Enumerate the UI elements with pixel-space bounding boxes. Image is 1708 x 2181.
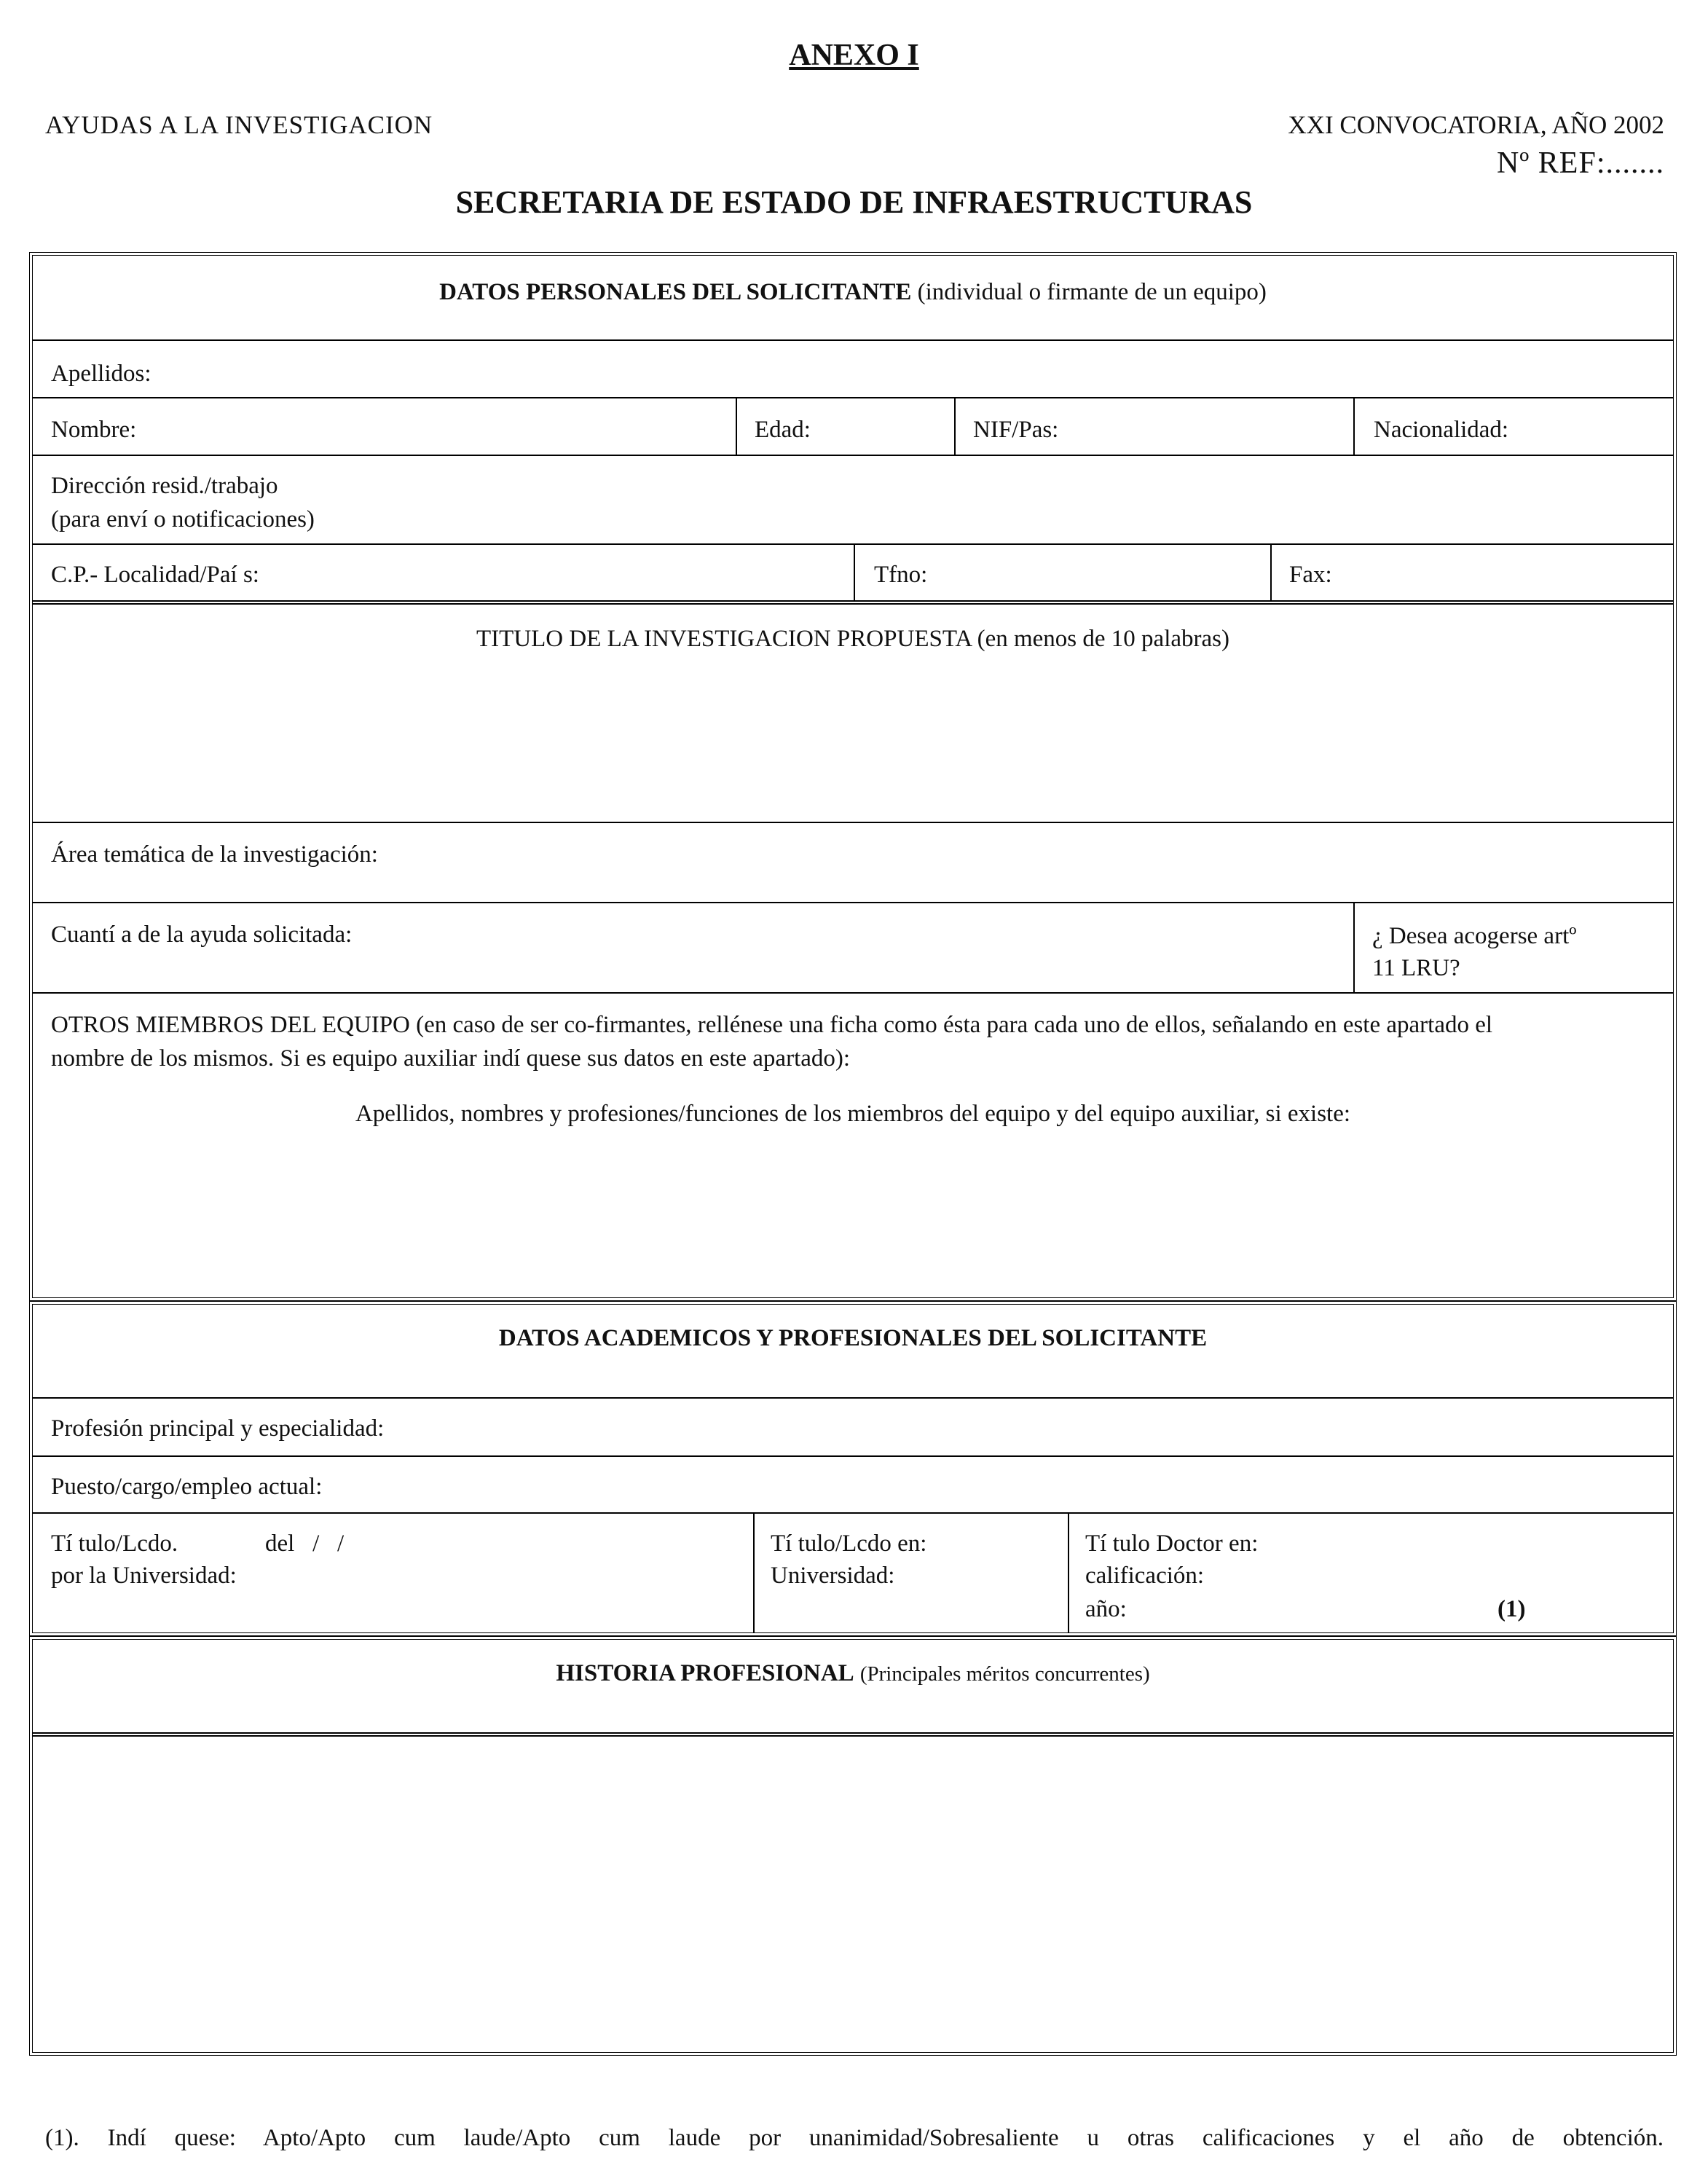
- edad-field[interactable]: Edad:: [755, 417, 811, 443]
- call-label: XXI CONVOCATORIA, AÑO 2002: [1288, 111, 1664, 139]
- divider: [32, 543, 1674, 545]
- nacionalidad-field[interactable]: Nacionalidad:: [1374, 417, 1509, 443]
- doctor-footnote-mark: (1): [1498, 1596, 1526, 1622]
- lcdo-field[interactable]: Tí tulo/Lcdo en:: [771, 1530, 927, 1557]
- personal-data-heading-note: (individual o firmante de un equipo): [911, 279, 1267, 305]
- team-text-line1: OTROS MIEMBROS DEL EQUIPO (en caso de ser co-firmantes, rellénese una ficha como ésta para cada uno de ellos, señalando en este apartado el: [51, 1012, 1493, 1038]
- divider: [32, 1455, 1674, 1457]
- titulo-university: por la Universidad:: [51, 1563, 237, 1589]
- nif-field[interactable]: NIF/Pas:: [973, 417, 1059, 443]
- personal-data-heading: [32, 275, 1674, 309]
- divider: [32, 600, 1674, 605]
- footnote: (1). Indí quese: Apto/Apto cum laude/Apto cum laude por unanimidad/Sobresaliente u otras calificaciones y el año de obtención.: [45, 2125, 1664, 2151]
- titulo-field[interactable]: Tí tulo/Lcdo.: [51, 1530, 178, 1557]
- profesion-field[interactable]: Profesión principal y especialidad:: [51, 1415, 385, 1442]
- academic-data-heading: DATOS ACADEMICOS Y PROFESIONALES DEL SOLICITANTE: [498, 1325, 1208, 1351]
- history-heading-bold: HISTORIA PROFESIONAL: [556, 1660, 854, 1686]
- divider: [753, 1512, 755, 1633]
- divider: [32, 339, 1674, 341]
- apellidos-field[interactable]: Apellidos:: [51, 361, 151, 387]
- divider: [32, 397, 1674, 398]
- nombre-field[interactable]: Nombre:: [51, 417, 137, 443]
- divider: [32, 1512, 1674, 1514]
- doctor-grade: calificación:: [1085, 1563, 1205, 1589]
- team-text-line2: nombre de los mismos. Si es equipo auxiliar indí quese sus datos en este apartado):: [51, 1045, 851, 1072]
- divider: [32, 1397, 1674, 1399]
- area-field[interactable]: Área temática de la investigación:: [51, 841, 378, 868]
- divider: [32, 455, 1674, 456]
- annex-title: ANEXO I: [789, 39, 919, 72]
- puesto-field[interactable]: Puesto/cargo/empleo actual:: [51, 1474, 323, 1500]
- amount-field[interactable]: Cuantí a de la ayuda solicitada:: [51, 921, 353, 948]
- history-heading: [32, 1657, 1674, 1691]
- divider: [32, 902, 1674, 903]
- research-title-label: TITULO DE LA INVESTIGACION PROPUESTA (en menos de 10 palabras): [476, 626, 1229, 652]
- agency-title: SECRETARIA DE ESTADO DE INFRAESTRUCTURAS: [455, 184, 1253, 220]
- art-question-line1: ¿ Desea acogerse artº: [1372, 923, 1577, 949]
- history-section: [32, 1639, 1674, 2053]
- divider: [954, 397, 956, 455]
- art-question-line2: 11 LRU?: [1372, 955, 1460, 981]
- cp-field[interactable]: C.P.- Localidad/Paí s:: [51, 562, 259, 588]
- fax-field[interactable]: Fax:: [1289, 562, 1332, 588]
- divider: [1068, 1512, 1069, 1633]
- history-heading-note: (Principales méritos concurrentes): [859, 1662, 1150, 1686]
- divider: [736, 397, 737, 455]
- divider: [32, 992, 1674, 994]
- divider: [32, 1732, 1674, 1737]
- divider: [32, 822, 1674, 823]
- divider: [1353, 902, 1355, 992]
- personal-data-heading-bold: DATOS PERSONALES DEL SOLICITANTE: [439, 279, 912, 305]
- lcdo-university: Universidad:: [771, 1563, 895, 1589]
- program-label: AYUDAS A LA INVESTIGACION: [45, 111, 433, 139]
- divider: [854, 543, 855, 602]
- personal-data-section: [32, 255, 1674, 1298]
- titulo-date: del / /: [265, 1530, 345, 1557]
- team-members-label: Apellidos, nombres y profesiones/funciones de los miembros del equipo y del equipo auxiliar, si existe:: [355, 1101, 1351, 1127]
- doctor-field[interactable]: Tí tulo Doctor en:: [1085, 1530, 1259, 1557]
- direccion-field[interactable]: Dirección resid./trabajo: [51, 473, 278, 499]
- direccion-note: (para enví o notificaciones): [51, 506, 315, 533]
- tfno-field[interactable]: Tfno:: [874, 562, 928, 588]
- divider: [1353, 397, 1355, 455]
- divider: [1270, 543, 1272, 602]
- doctor-year: año:: [1085, 1596, 1127, 1622]
- reference-number: Nº REF:.......: [1496, 146, 1664, 180]
